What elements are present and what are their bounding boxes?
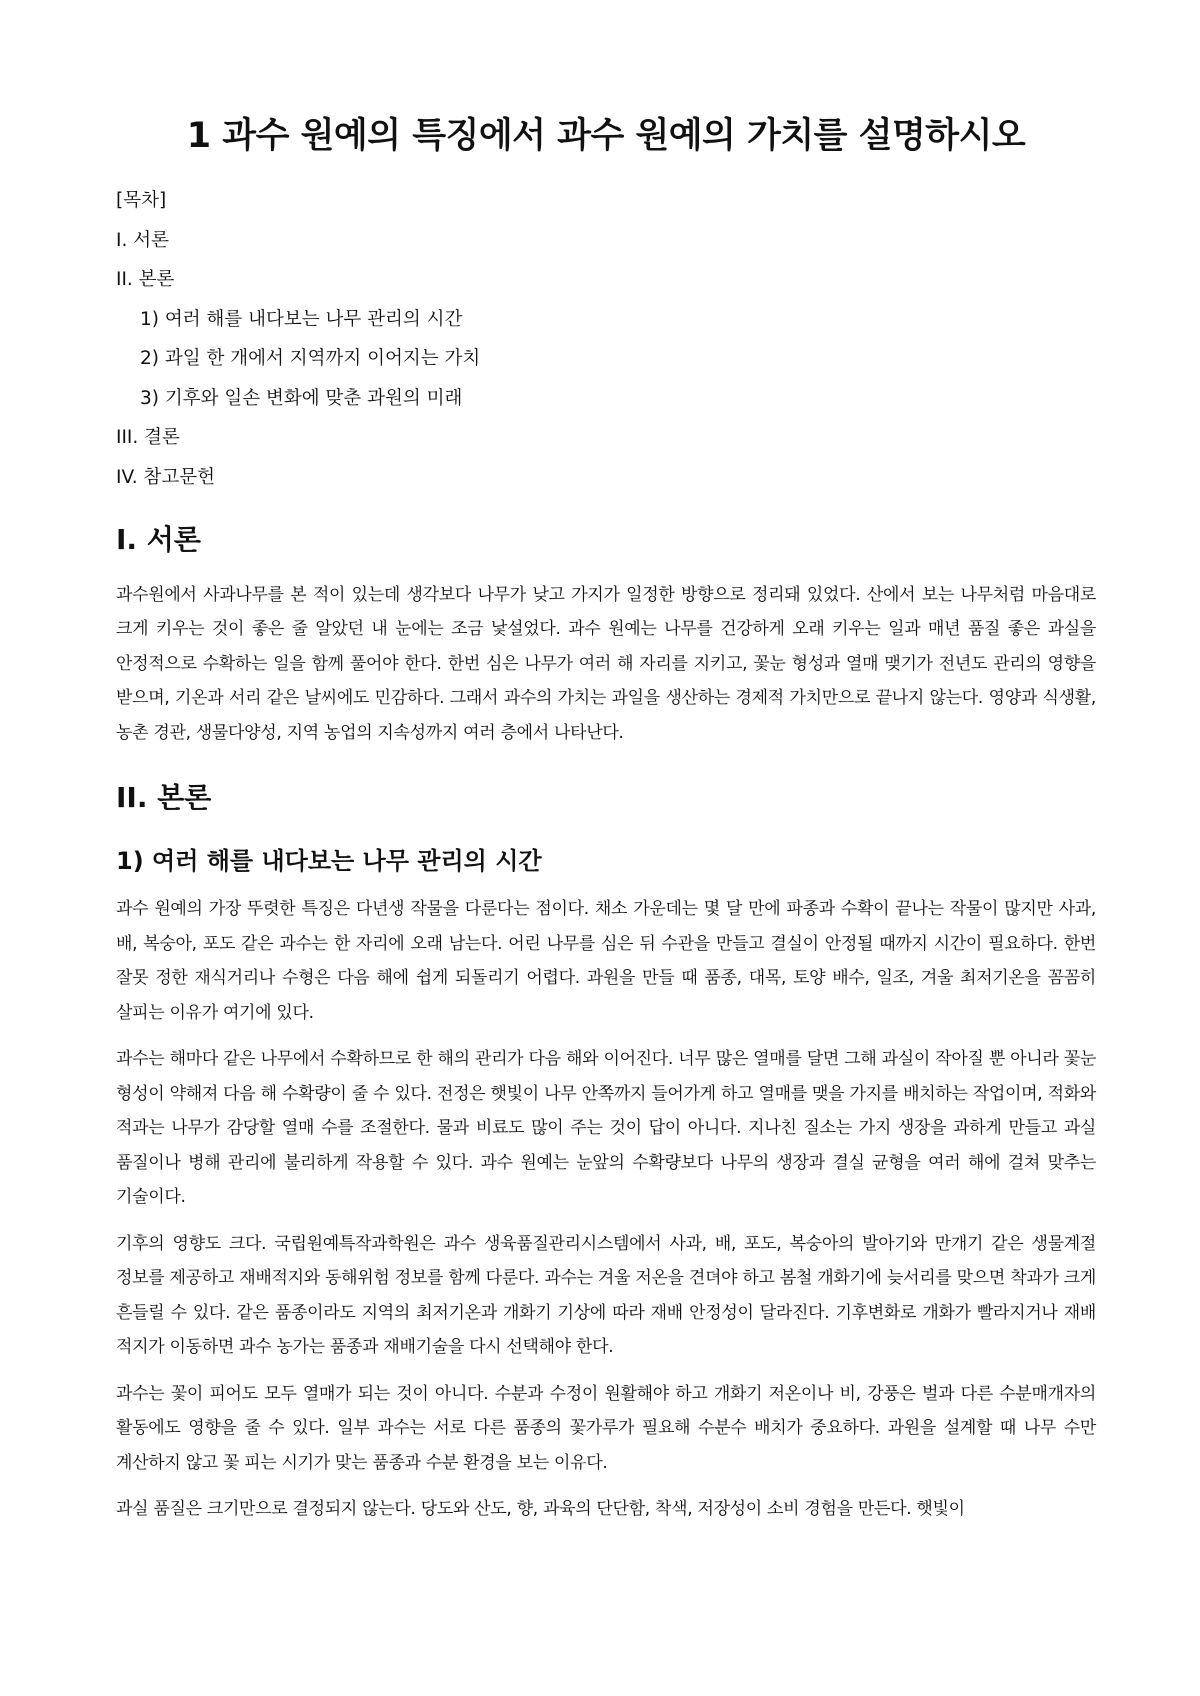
document-title: 1 과수 원예의 특징에서 과수 원예의 가치를 설명하시오: [186, 116, 1026, 156]
toc-item-introduction: I. 서론: [116, 229, 169, 251]
toc-item-body-3: 3) 기후와 일손 변화에 맞춘 과원의 미래: [140, 387, 463, 409]
toc-item-references: IV. 참고문헌: [116, 466, 215, 488]
body-paragraph-5: 과실 품질은 크기만으로 결정되지 않는다. 당도와 산도, 향, 과육의 단단함, 착색, 저장성이 소비 경험을 만든다. 햇빛이: [116, 1499, 965, 1519]
body-paragraph-4: 과수는 꽃이 피어도 모두 열매가 되는 것이 아니다. 수분과 수정이 원활해야 하고 개화기 저온이나 비, 강풍은 벌과 다른 수분매개자의 활동에도 영향을 줄 수 있다. 일부 과수는 서로 다른 품종의 꽃가루가 필요해 수분수 배치가 중요하다. 과원을 설계할 때 나무 수만 계산하지 않고 꽃 피는 시기가 맞는 품종과 수분 환경을 보는 이유다.: [116, 1383, 1096, 1473]
toc-item-body: II. 본론: [116, 269, 175, 290]
table-of-contents: [116, 188, 1096, 490]
subsection-heading-1: 1) 여러 해를 내다보는 나무 관리의 시간: [116, 847, 542, 875]
section-heading-introduction: I. 서론: [116, 522, 201, 556]
toc-heading: [목차]: [116, 190, 167, 211]
section-heading-body: II. 본론: [116, 781, 212, 814]
toc-item-conclusion: III. 결론: [116, 427, 180, 448]
toc-item-body-2: 2) 과일 한 개에서 지역까지 이어지는 가치: [140, 348, 481, 369]
toc-item-body-1: 1) 여러 해를 내다보는 나무 관리의 시간: [140, 308, 463, 330]
introduction-paragraph: 과수원에서 사과나무를 본 적이 있는데 생각보다 나무가 낮고 가지가 일정한 방향으로 정리돼 있었다. 산에서 보는 나무처럼 마음대로 크게 키우는 것이 좋은 줄 알았던 내 눈에는 조금 낯설었다. 과수 원예는 나무를 건강하게 오래 키우는 일과 매년 품질 좋은 과실을 안정적으로 수확하는 일을 함께 풀어야 한다. 한번 심은 나무가 여러 해 자리를 지키고, 꽃눈 형성과 열매 맺기가 전년도 관리의 영향을 받으며, 기온과 서리 같은 날씨에도 민감하다. 그래서 과수의 가치는 과일을 생산하는 경제적 가치만으로 끝나지 않는다. 영양과 식생활, 농촌 경관, 생물다양성, 지역 농업의 지속성까지 여러 층에서 나타난다.: [116, 584, 1096, 743]
body-paragraph-2: 과수는 해마다 같은 나무에서 수확하므로 한 해의 관리가 다음 해와 이어진다. 너무 많은 열매를 달면 그해 과실이 작아질 뿐 아니라 꽃눈 형성이 약해져 다음 해 수확량이 줄 수 있다. 전정은 햇빛이 나무 안쪽까지 들어가게 하고 열매를 맺을 가지를 배치하는 작업이며, 적화와 적과는 나무가 감당할 열매 수를 조절한다. 물과 비료도 많이 주는 것이 답이 아니다. 지나친 질소는 가지 생장을 과하게 만들고 과실 품질이나 병해 관리에 불리하게 작용할 수 있다. 과수 원예는 눈앞의 수확량보다 나무의 생장과 결실 균형을 여러 해에 걸쳐 맞추는 기술이다.: [116, 1049, 1096, 1207]
body-paragraph-3: 기후의 영향도 크다. 국립원예특작과학원은 과수 생육품질관리시스템에서 사과, 배, 포도, 복숭아의 발아기와 만개기 같은 생물계절 정보를 제공하고 재배적지와 동해위험 정보를 함께 다룬다. 과수는 겨울 저온을 견뎌야 하고 봄철 개화기에 늦서리를 맞으면 착과가 크게 흔들릴 수 있다. 같은 품종이라도 지역의 최저기온과 개화기 기상에 따라 재배 안정성이 달라진다. 기후변화로 개화가 빨라지거나 재배 적지가 이동하면 과수 농가는 품종과 재배기술을 다시 선택해야 한다.: [116, 1233, 1096, 1357]
body-paragraph-1: 과수 원예의 가장 뚜렷한 특징은 다년생 작물을 다룬다는 점이다. 채소 가운데는 몇 달 만에 파종과 수확이 끝나는 작물이 많지만 사과, 배, 복숭아, 포도 같은 과수는 한 자리에 오래 남는다. 어린 나무를 심은 뒤 수관을 만들고 결실이 안정될 때까지 시간이 필요하다. 한번 잘못 정한 재식거리나 수형은 다음 해에 쉽게 되돌리기 어렵다. 과원을 만들 때 품종, 대목, 토양 배수, 일조, 겨울 최저기온을 꼼꼼히 살피는 이유가 여기에 있다.: [116, 899, 1096, 1023]
